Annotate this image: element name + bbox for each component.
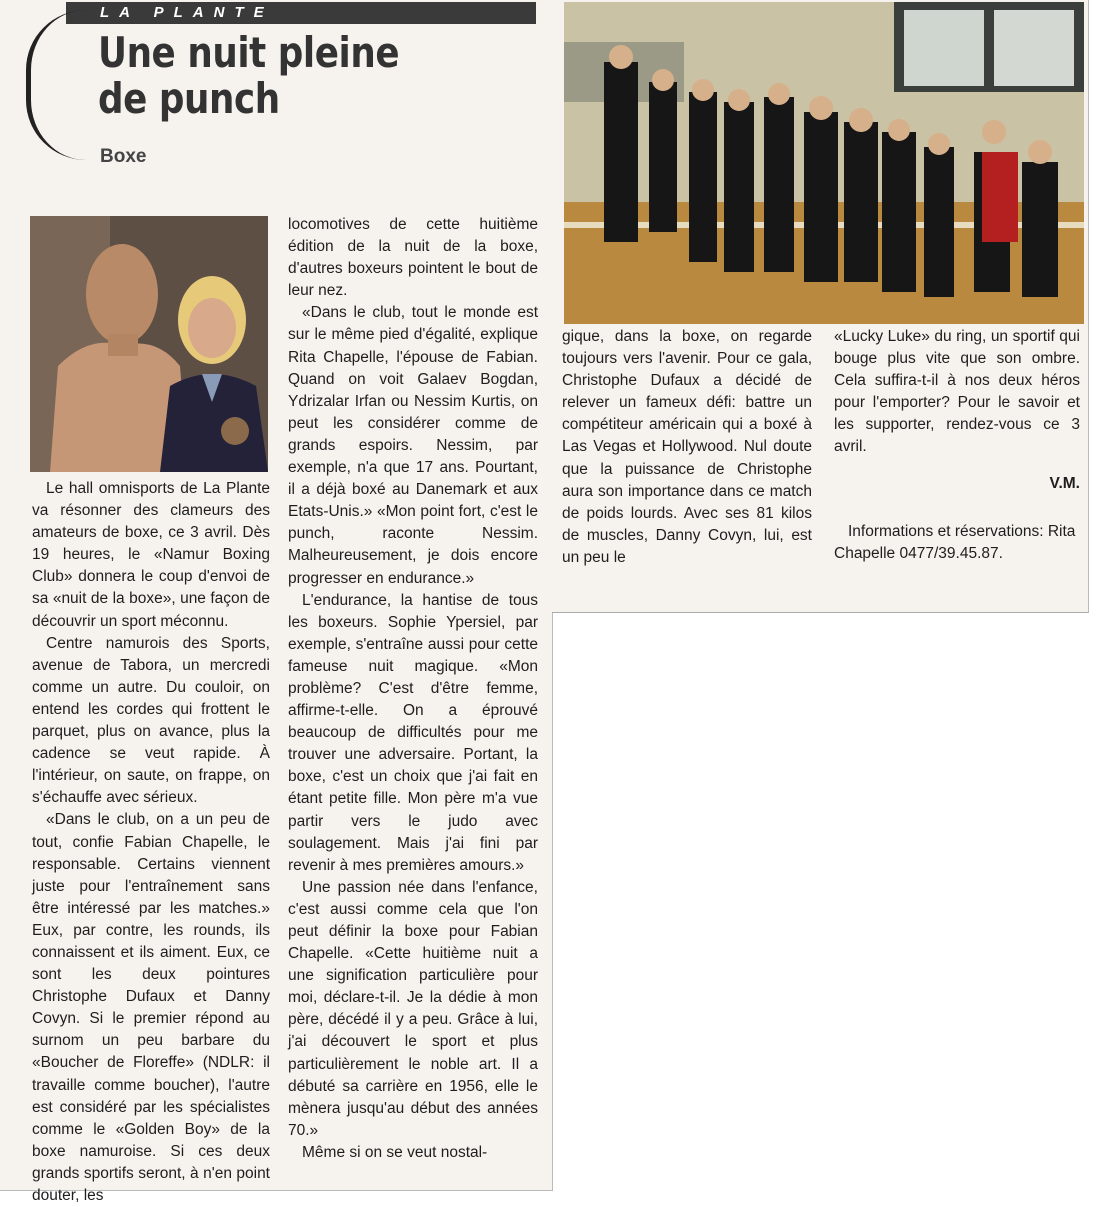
article-column-2 xyxy=(288,214,538,1164)
reservation-info: Informations et réservations: Rita Chapelle 0477/39.45.87. xyxy=(834,522,1076,562)
boxer-portrait-photo xyxy=(30,216,268,472)
headline-line-1: Une nuit pleine xyxy=(98,28,400,77)
headline xyxy=(98,30,399,122)
paragraph: «Dans le club, on a un peu de tout, confie Fabian Chapelle, le responsable. Certains viennent juste pour l'entraînement sans être intéressé par les matches.» Eux, par contre, les rounds, ils connaissent et ils aiment. Eux, ce sont les deux pointures Christophe Dufaux et Danny Covyn. Si le premier répond au surnom un peu barbare du «Boucher de Floreffe» (NDLR: il travaille comme boucher), l'autre est considéré par les spécialistes comme le «Golden Boy» de la boxe namuroise. Si ces deux grands sportifs seront, à n'en point douter, les xyxy=(32,811,270,1204)
author-signature: V.M. xyxy=(1049,474,1080,492)
paragraph: gique, dans la boxe, on regarde toujours vers l'avenir. Pour ce gala, Christophe Dufaux a décidé de relever un fameux défi: battre un compétiteur américain qui a boxé à Las Vegas et Hollywood. Nul doute que la puissance de Christophe aura son importance dans ce match de poids lourds. Avec ses 81 kilos de muscles, Danny Covyn, lui, est un peu le xyxy=(562,328,812,566)
paragraph: «Lucky Luke» du ring, un sportif qui bouge plus vite que son ombre. Cela suffira-t-il à nos deux héros pour l'emporter? Pour le savoir et les supporter, rendez-vous ce 3 avril. xyxy=(834,328,1080,456)
article-column-3 xyxy=(562,326,812,569)
paragraph: Une passion née dans l'enfance, c'est aussi comme cela que l'on peut définir la boxe pour Fabian Chapelle. «Cette huitième nuit a une signification particulière pour moi, déclare-t-il. Je la dédie à mon père, décédé il y a peu. Grâce à lui, j'ai découvert le sport et plus particulièrement le noble art. Il a débuté sa carrière en 1956, elle le mènera jusqu'au début des années 70.» xyxy=(288,878,538,1139)
paragraph: locomotives de cette huitième édition de la nuit de la boxe, d'autres boxeurs pointent le bout de leur nez. xyxy=(288,216,538,300)
paragraph: «Dans le club, tout le monde est sur le même pied d'égalité, explique Rita Chapelle, l'épouse de Fabian. Quand on voit Galaev Bogdan, Ydrizalar Irfan ou Nessim Kurtis, on peut les considérer comme de grands espoirs. Nessim, par exemple, n'a que 17 ans. Pourtant, il a déjà boxé au Danemark et aux Etats-Unis.» «Mon point fort, c'est le punch, raconte Nessim. Malheureusement, je dois encore progresser en endurance.» xyxy=(288,304,538,587)
paragraph: Centre namurois des Sports, avenue de Tabora, un mercredi comme un autre. Du couloir, on entend les cordes qui frottent le parquet, plus on avance, plus la cadence se veut rapide. À l'intérieur, on saute, on frappe, on s'échauffe avec sérieux. xyxy=(32,634,270,807)
section-label: Boxe xyxy=(100,146,147,167)
paragraph: Le hall omnisports de La Plante va résonner des clameurs des amateurs de boxe, ce 3 avril. Dès 19 heures, le «Namur Boxing Club» donnera le coup d'envoi de sa «nuit de la boxe», une façon de découvrir un sport méconnu. xyxy=(32,480,270,630)
article-column-1 xyxy=(32,478,270,1207)
boxing-club-group-photo xyxy=(564,2,1084,324)
headline-line-2: de punch xyxy=(98,74,280,123)
paragraph: Même si on se veut nostal- xyxy=(302,1143,488,1161)
rubric-banner: LA PLANTE xyxy=(66,2,536,24)
article-column-4 xyxy=(834,326,1080,565)
paragraph: L'endurance, la hantise de tous les boxeurs. Sophie Ypersiel, par exemple, s'entraîne aussi pour cette fameuse nuit magique. «Mon problème? C'est d'être femme, affirme-t-elle. On a éprouvé beaucoup de difficultés pour me trouver une adversaire. Portant, la boxe, c'est un choix que j'ai fait en étant petite fille. Mon père m'a vue partir vers le judo avec soulagement. Mais j'ai fini par revenir à mes premières amours.» xyxy=(288,591,538,874)
